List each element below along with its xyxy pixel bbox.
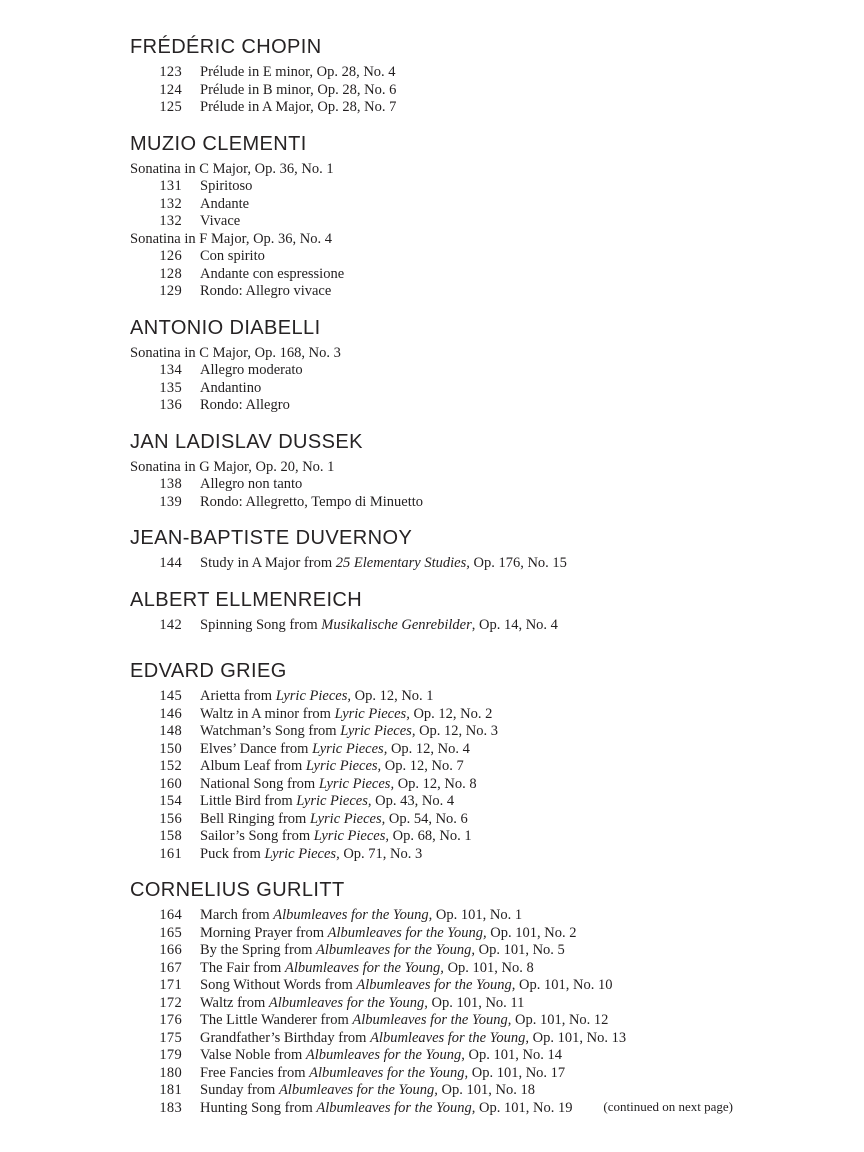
work-subheading: Sonatina in F Major, Op. 36, No. 4 [130,230,333,247]
composer-section [130,431,734,512]
continued-note: (continued on next page) [603,1099,733,1114]
page-number: 167 [159,959,182,976]
title-post: Op. 101, No. 11 [427,994,525,1011]
title-italic: Albumleaves for the Young, [268,994,428,1011]
title-pre: Arietta from [200,688,276,704]
toc-row [130,741,734,759]
piece-title [200,942,565,960]
page-number: 179 [159,1047,182,1063]
toc-row [130,266,734,284]
toc-row [130,99,734,117]
toc-row [130,494,734,512]
title-pre: Vivace [200,213,241,229]
title-post: Op. 12, No. 3 [415,723,499,739]
toc-row [130,977,734,995]
piece-title [200,1065,565,1083]
title-italic: Lyric Pieces, [334,705,410,722]
title-pre: Morning Prayer from [200,924,328,941]
toc-row [130,1030,734,1048]
title-pre: Allegro non tanto [200,476,303,492]
section-rows [130,459,734,512]
work-subheading: Sonatina in C Major, Op. 168, No. 3 [130,344,341,361]
title-post: Op. 101, No. 18 [437,1082,535,1098]
piece-title [200,617,558,635]
piece-title [200,476,302,494]
title-pre: Sailor’s Song from [200,828,314,844]
toc-row [130,907,734,925]
title-italic: Lyric Pieces, [309,810,386,827]
piece-title [200,925,576,943]
title-pre: Spiritoso [200,178,253,194]
title-pre: March from [200,907,274,923]
section-rows [130,555,734,573]
composer-heading: CORNELIUS GURLITT [130,879,345,901]
piece-title [200,380,261,398]
composer-section [130,660,734,863]
title-pre: Prélude in B minor, Op. 28, No. 6 [200,81,397,98]
piece-title [200,907,522,925]
page-number: 152 [159,758,182,774]
title-pre: Waltz in A minor from [200,705,335,722]
piece-title [200,846,422,864]
page-number: 158 [159,828,182,844]
title-pre: Waltz from [200,994,269,1011]
title-post: Op. 101, No. 8 [443,959,534,976]
title-pre: The Fair from [200,959,285,976]
title-italic: Lyric Pieces, [305,758,382,774]
page-number: 132 [159,213,182,229]
title-pre: Elves’ Dance from [200,740,313,757]
page-number: 145 [159,688,182,704]
page-number: 135 [159,379,182,396]
page-number: 129 [159,283,182,299]
title-pre: National Song from [200,775,319,792]
toc-row [130,942,734,960]
title-pre: Puck from [200,845,265,862]
title-pre: Hunting Song from [200,1099,317,1116]
piece-title [200,213,240,231]
title-post: Op. 71, No. 3 [339,845,423,862]
title-italic: Lyric Pieces, [296,793,372,809]
page-number: 132 [159,195,182,212]
toc-row [130,362,734,380]
piece-title [200,723,498,741]
title-pre: Con spirito [200,248,265,264]
page-number: 146 [159,705,182,722]
work-subheading: Sonatina in C Major, Op. 36, No. 1 [130,160,334,177]
title-italic: Lyric Pieces, [340,723,416,739]
piece-title [200,793,454,811]
page-number: 176 [159,1012,182,1028]
piece-title [200,706,492,724]
piece-title [200,196,249,214]
composer-section [130,527,734,573]
piece-title [200,1030,626,1048]
title-post: Op. 101, No. 12 [511,1012,609,1028]
title-pre: Sunday from [200,1082,279,1098]
title-pre: Rondo: Allegro [200,397,290,413]
composer-heading: EDVARD GRIEG [130,660,287,682]
composer-heading: JEAN-BAPTISTE DUVERNOY [130,527,413,549]
title-post: Op. 12, No. 7 [381,758,464,774]
piece-title [200,811,468,829]
title-post: Op. 101, No. 10 [515,977,613,993]
composer-heading: FRÉDÉRIC CHOPIN [130,36,322,58]
toc-row [130,1012,734,1030]
title-pre: Andante [200,195,250,212]
title-italic: Albumleaves for the Young, [305,1047,465,1063]
toc-row [130,758,734,776]
title-pre: The Little Wanderer from [200,1012,353,1028]
title-italic: Albumleaves for the Young, [278,1082,438,1098]
toc-row [130,196,734,214]
title-pre: By the Spring from [200,942,316,958]
piece-title [200,1012,608,1030]
piece-title [200,283,331,301]
toc-row [130,380,734,398]
toc-row [130,828,734,846]
piece-title [200,977,612,995]
work-subheading: Sonatina in G Major, Op. 20, No. 1 [130,458,335,475]
page-number: 139 [159,493,182,510]
page-number: 148 [159,723,182,739]
title-italic: Albumleaves for the Young, [309,1064,469,1081]
piece-title [200,82,396,100]
toc-row [130,776,734,794]
composer-heading: ALBERT ELLMENREICH [130,588,363,611]
composer-section [130,589,734,635]
piece-title [200,741,470,759]
title-italic: Lyric Pieces, [264,845,340,862]
toc-row [130,793,734,811]
title-italic: Lyric Pieces, [312,740,388,757]
title-pre: Allegro moderato [200,362,303,378]
toc-row [130,397,734,415]
page-number: 131 [159,178,182,194]
toc-row [130,555,734,573]
piece-title [200,362,303,380]
toc-row [130,1065,734,1083]
title-pre: Andante con espressione [200,265,345,282]
toc-row [130,1082,734,1100]
page-number: 123 [159,64,182,80]
toc-row [130,960,734,978]
composer-heading: JAN LADISLAV DUSSEK [130,430,363,453]
page-number: 154 [159,793,182,809]
title-post: Op. 101, No. 14 [464,1047,562,1063]
toc-row [130,64,734,82]
piece-title [200,1082,535,1100]
title-pre: Rondo: Allegro vivace [200,283,332,299]
toc-row [130,706,734,724]
page-number: 175 [159,1029,182,1046]
page-number: 126 [159,248,182,264]
toc-row [130,617,734,635]
toc-row [130,688,734,706]
title-italic: Musikalische Genrebilder [321,616,472,633]
title-pre: Prélude in A Major, Op. 28, No. 7 [200,99,397,115]
title-italic: Albumleaves for the Young, [316,942,475,958]
composer-section [130,317,734,415]
page-number: 136 [159,397,182,413]
title-post: Op. 176, No. 15 [469,555,567,571]
piece-title [200,248,265,266]
composer-section [130,36,734,117]
page-number: 180 [159,1064,182,1081]
piece-title [200,688,434,706]
composer-heading: MUZIO CLEMENTI [130,132,307,155]
page-number: 144 [159,555,182,571]
page-number: 183 [159,1099,182,1116]
title-italic: Albumleaves for the Young, [284,959,444,976]
page-number: 181 [159,1082,182,1098]
title-pre: Free Fancies from [200,1064,310,1081]
piece-title [200,960,534,978]
page-number: 134 [159,362,182,378]
title-post: Op. 101, No. 1 [432,907,523,923]
piece-title [200,99,396,117]
title-pre: Bell Ringing from [200,810,310,827]
title-pre: Watchman’s Song from [200,723,341,739]
title-italic: Lyric Pieces, [275,688,351,704]
composer-section [130,879,734,1117]
page-number: 166 [159,942,182,958]
title-pre: Spinning Song from [200,616,322,633]
page-number: 165 [159,924,182,941]
piece-title [200,555,567,573]
toc-content [130,36,734,1117]
page-number: 124 [159,81,182,98]
toc-row [130,476,734,494]
piece-title [200,494,423,512]
toc-row [130,846,734,864]
toc-row [130,1047,734,1065]
title-post: Op. 101, No. 2 [486,924,577,941]
title-italic: Albumleaves for the Young, [352,1012,512,1028]
composer-heading: ANTONIO DIABELLI [130,316,321,339]
composer-section [130,133,734,301]
section-rows [130,907,734,1117]
title-post: Op. 12, No. 4 [387,740,470,757]
title-pre: Valse Noble from [200,1047,306,1063]
section-rows [130,688,734,863]
toc-row [130,811,734,829]
title-italic: Albumleaves for the Young, [327,924,487,941]
toc-row [130,82,734,100]
title-post: Op. 101, No. 17 [468,1064,566,1081]
toc-row [130,248,734,266]
title-post: , Op. 14, No. 4 [471,616,558,633]
title-pre: Prélude in E minor, Op. 28, No. 4 [200,64,396,80]
piece-title [200,266,344,284]
title-post: Op. 101, No. 13 [529,1029,627,1046]
piece-title [200,776,477,794]
piece-title [200,178,252,196]
title-italic: Albumleaves for the Young, [356,977,516,993]
title-post: Op. 101, No. 19 [475,1099,573,1116]
page-number: 160 [159,775,182,792]
page-number: 164 [159,907,182,923]
page-number: 138 [159,476,182,492]
title-pre: Rondo: Allegretto, Tempo di Minuetto [200,493,424,510]
title-italic: Albumleaves for the Young, [273,907,433,923]
title-pre: Song Without Words from [200,977,357,993]
title-pre: Little Bird from [200,793,297,809]
section-rows [130,64,734,117]
title-pre: Grandfather’s Birthday from [200,1029,371,1046]
title-post: Op. 12, No. 2 [409,705,493,722]
title-italic: 25 Elementary Studies, [335,555,470,571]
title-italic: Albumleaves for the Young, [370,1029,530,1046]
toc-row [130,995,734,1013]
title-post: Op. 54, No. 6 [385,810,468,827]
toc-row [130,178,734,196]
toc-row [130,723,734,741]
title-post: Op. 101, No. 5 [474,942,565,958]
piece-title [200,397,290,415]
page-number: 150 [159,740,182,757]
section-rows [130,617,734,635]
page-number: 172 [159,994,182,1011]
title-post: Op. 12, No. 8 [394,775,477,792]
page-number: 171 [159,977,182,993]
piece-title [200,64,396,82]
page-number: 125 [159,99,182,115]
piece-title [200,828,472,846]
section-rows [130,345,734,415]
page-number: 128 [159,265,182,282]
toc-row [130,925,734,943]
page-number: 156 [159,810,182,827]
toc-row [130,213,734,231]
title-post: Op. 68, No. 1 [389,828,472,844]
title-pre: Andantino [200,379,262,396]
title-pre: Study in A Major from [200,555,336,571]
page-number: 161 [159,845,182,862]
toc-row [130,283,734,301]
section-rows [130,161,734,301]
title-pre: Album Leaf from [200,758,306,774]
title-post: Op. 43, No. 4 [371,793,455,809]
title-italic: Albumleaves for the Young, [316,1099,476,1116]
title-italic: Lyric Pieces, [313,828,389,844]
piece-title [200,758,464,776]
title-post: Op. 12, No. 1 [350,688,434,704]
piece-title [200,1047,562,1065]
piece-title [200,995,524,1013]
piece-title [200,1100,572,1118]
page-number: 142 [159,616,182,633]
title-italic: Lyric Pieces, [318,775,395,792]
